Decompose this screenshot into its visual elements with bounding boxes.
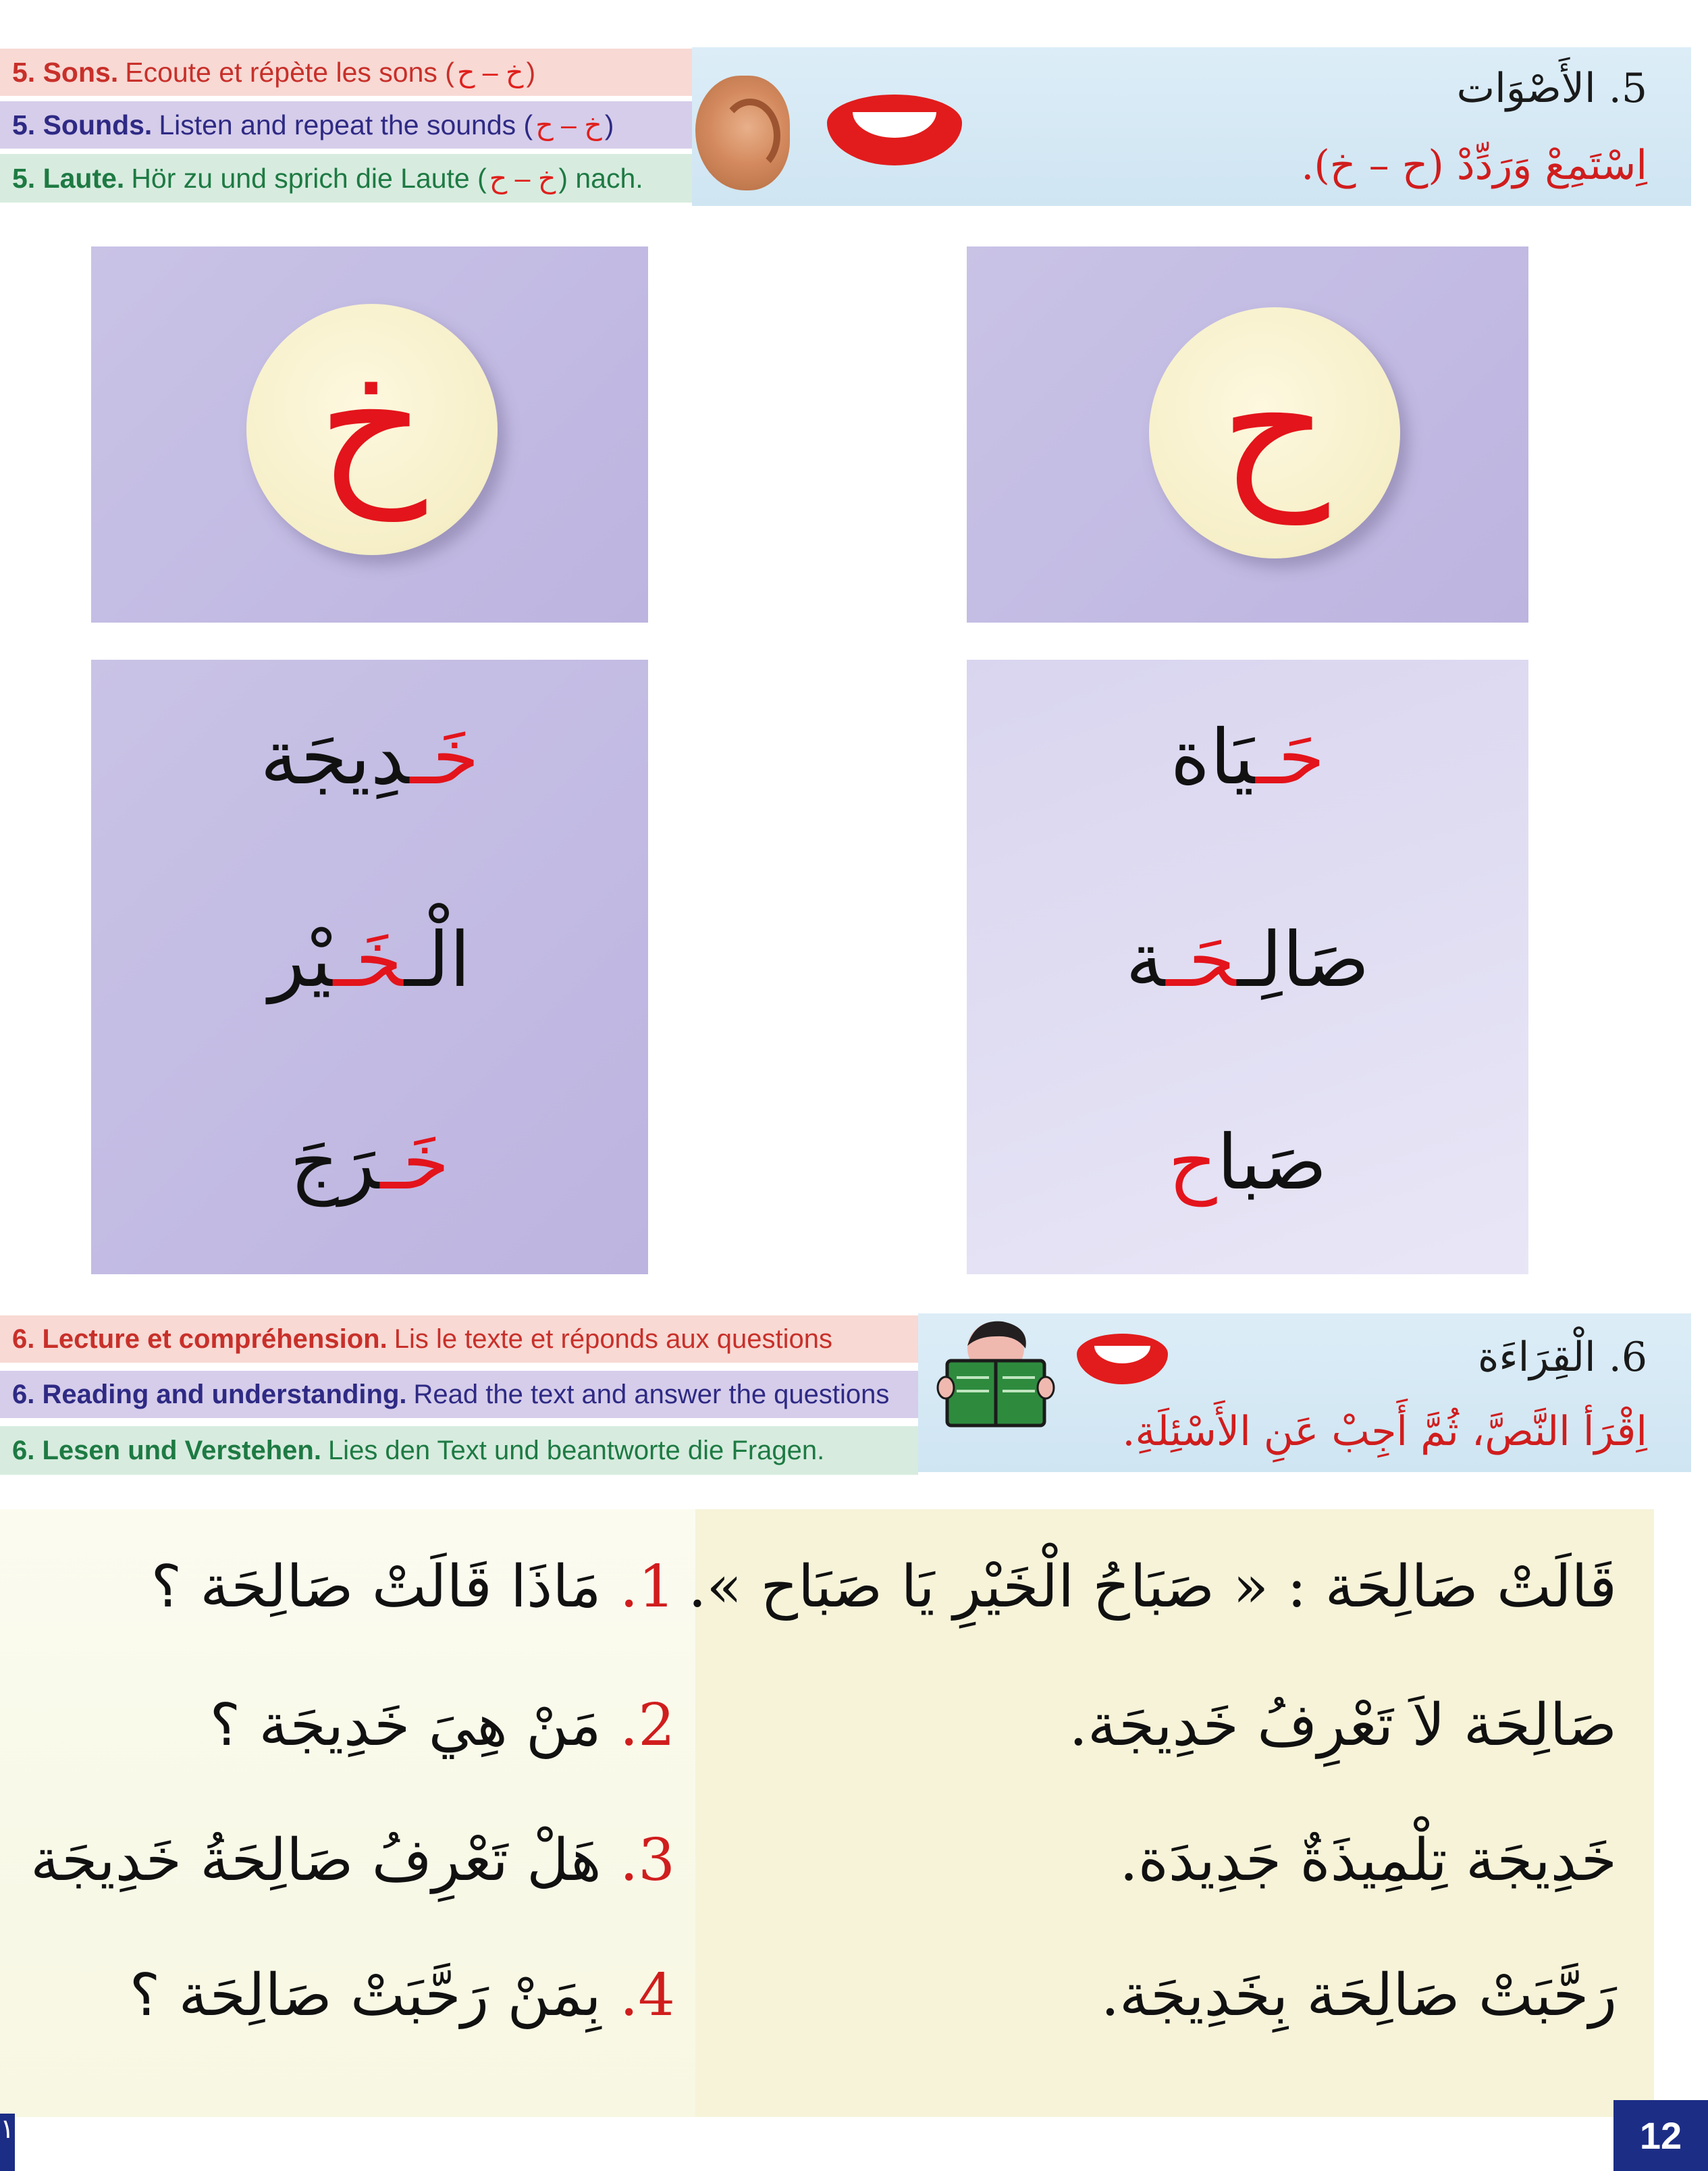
- reading-text-line-4: رَحَّبَتْ صَالِحَة بِخَدِيجَة.: [1100, 1962, 1617, 2029]
- question-4-text: بِمَنْ رَحَّبَتْ صَالِحَة ؟: [129, 1962, 602, 2029]
- section5-french-end: ): [526, 56, 536, 88]
- section5-german-text: Hör zu und sprich die Laute (: [131, 162, 487, 194]
- section5-german-letters: خ – ح: [489, 163, 556, 194]
- section5-french-instruction: [0, 49, 692, 96]
- words-panel-kha: [91, 660, 648, 1274]
- reading-text-line-2: صَالِحَة لاَ تَعْرِفُ خَدِيجَة.: [1069, 1692, 1617, 1759]
- reading-child-icon: [935, 1313, 1057, 1435]
- question-1-text: مَاذَا قَالَتْ صَالِحَة ؟: [151, 1553, 602, 1621]
- word-kharaja: خَـرَجَ: [290, 1119, 450, 1207]
- word-saliha: صَالِـحَـة: [1125, 916, 1370, 1004]
- letter-panel-kha: [91, 246, 648, 623]
- section6-german-text: Lies den Text und beantworte die Fragen.: [327, 1435, 825, 1465]
- word-sabah: صَباح: [1168, 1119, 1327, 1207]
- letter-panel-ha: [967, 246, 1528, 623]
- section5-german-instruction: [0, 154, 692, 203]
- section6-french-instruction: [0, 1315, 918, 1363]
- section5-english-heading: 5. Sounds.: [12, 109, 153, 140]
- section5-german-heading: 5. Laute.: [12, 162, 125, 194]
- question-2-text: مَنْ هِيَ خَدِيجَة ؟: [209, 1692, 602, 1759]
- words-panel-ha: [967, 660, 1528, 1274]
- question-3-number: 3.: [619, 1827, 675, 1894]
- section5-english-end: ): [604, 109, 614, 140]
- section5-french-letters: خ – ح: [456, 57, 524, 88]
- section5-arabic-instruction: اِسْتَمِعْ وَرَدِّدْ (ح – خ).: [1301, 142, 1647, 189]
- section6-arabic-title: 6. الْقِرَاءَة: [1477, 1334, 1647, 1381]
- reading-text-line-1: قَالَتْ صَالِحَة : « صَبَاحُ الْخَيْرِ يَا صَبَاح ».: [688, 1553, 1617, 1621]
- section5-english-letters: خ – ح: [535, 109, 602, 140]
- question-1-number: 1.: [619, 1553, 675, 1621]
- section6-english-text: Read the text and answer the questions: [413, 1379, 890, 1409]
- reading-text-line-3: خَدِيجَة تِلْمِيذَةٌ جَدِيدَة.: [1119, 1827, 1617, 1894]
- section5-english-text: Listen and repeat the sounds (: [159, 109, 533, 140]
- section5-english-instruction: [0, 101, 692, 149]
- section5-german-end: ) nach.: [558, 162, 643, 194]
- letter-circle-kha: [246, 304, 498, 555]
- section6-french-heading: 6. Lecture et compréhension.: [12, 1324, 388, 1354]
- question-2: [210, 1692, 676, 1759]
- ear-icon: [695, 76, 790, 190]
- word-khadija: خَـدِيجَة: [260, 714, 479, 802]
- letter-ha: ح: [1220, 328, 1329, 524]
- section5-arabic-title: 5. الأَصْوَات: [1456, 65, 1647, 112]
- section6-german-heading: 6. Lesen und Verstehen.: [12, 1435, 321, 1465]
- section6-english-instruction: [0, 1371, 918, 1418]
- letter-kha: خ: [317, 324, 427, 521]
- question-3: [30, 1827, 675, 1894]
- section5-french-heading: 5. Sons.: [12, 56, 119, 88]
- section5-french-text: Ecoute et répète les sons (: [125, 56, 454, 88]
- section6-english-heading: 6. Reading and understanding.: [12, 1379, 407, 1409]
- question-3-text: هَلْ تَعْرِفُ صَالِحَةُ خَدِيجَة: [30, 1827, 602, 1894]
- section6-arabic-instruction: اِقْرَأ النَّصَّ، ثُمَّ أَجِبْ عَنِ الأَسْئِلَةِ.: [1122, 1408, 1647, 1455]
- question-2-number: 2.: [619, 1692, 675, 1759]
- section6-german-instruction: [0, 1426, 918, 1475]
- question-4-number: 4.: [619, 1962, 675, 2029]
- page-number: 12: [1613, 2100, 1708, 2171]
- previous-page-number: ١٣: [0, 2114, 15, 2171]
- section6-french-text: Lis le texte et réponds aux questions: [394, 1324, 832, 1354]
- letter-circle-ha: [1149, 307, 1400, 558]
- word-alkhayr: الْـخَـيْر: [269, 916, 471, 1004]
- question-4: [130, 1962, 675, 2029]
- question-1: [151, 1553, 675, 1621]
- word-hayat: حَـيَاة: [1170, 714, 1325, 802]
